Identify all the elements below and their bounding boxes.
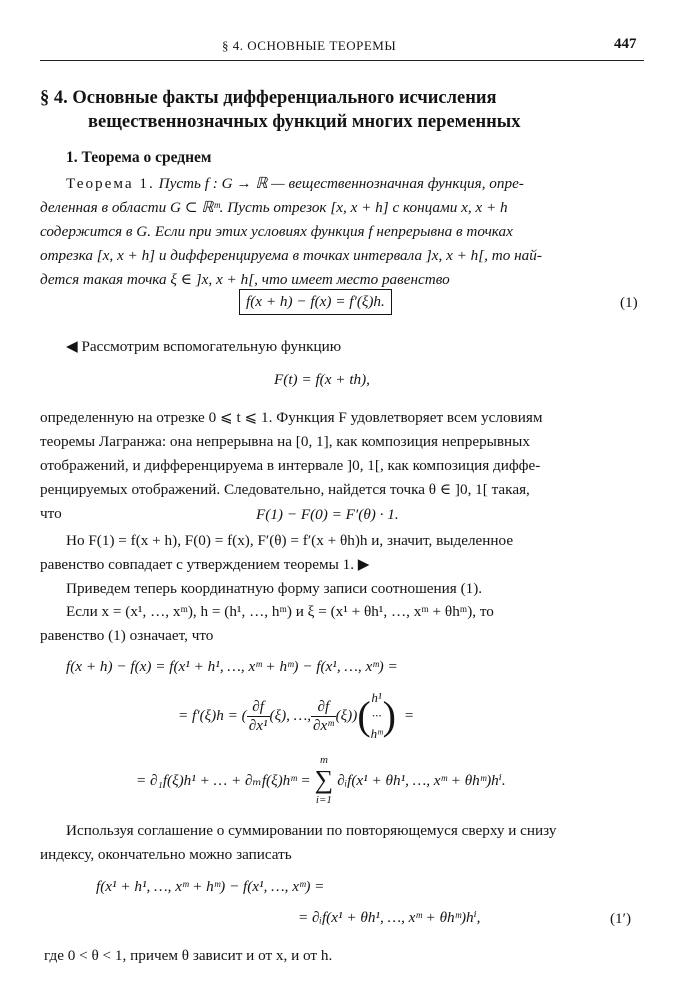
coords-line1: Приведем теперь координатную форму записи соотношения (1).: [66, 580, 483, 597]
vector-bottom: hᵐ: [370, 726, 383, 741]
vector-middle: ···: [371, 708, 382, 723]
proof-intro: ◀ Рассмотрим вспомогательную функцию: [66, 338, 342, 355]
theorem-line2: деленная в области G ⊂ ℝᵐ. Пусть отрезок [x, x + h] с концами x, x + h: [40, 199, 508, 216]
equation-1prime-row1: f(x¹ + h¹, …, xᵐ + hᵐ) − f(x¹, …, xᵐ) =: [96, 878, 325, 895]
partial-denominator-2: ∂xᵐ: [313, 716, 334, 734]
partial-numerator-1: ∂f: [247, 698, 270, 717]
theorem-line4: отрезка [x, x + h] и дифференцируема в точках интервала ]x, x + h[, то най-: [40, 247, 542, 264]
sum-symbol: ∑: [314, 765, 334, 794]
summation-line1: Используя соглашение о суммировании по повторяющемуся сверху и снизу: [66, 822, 557, 839]
proof-line1: определенную на отрезке 0 ⩽ t ⩽ 1. Функция F удовлетворяет всем условиям: [40, 409, 543, 426]
proof-line2: теоремы Лагранжа: она непрерывна на [0, 1], как композиция непрерывных: [40, 433, 530, 450]
vector-top: h¹: [371, 690, 382, 705]
sum-upper-limit: m: [319, 754, 328, 766]
proof-line4: ренцируемых отображений. Следовательно, найдется точка θ ∈ ]0, 1[ такая,: [40, 481, 530, 498]
proof-line3: отображений, и дифференцируема в интервале ]0, 1[, как композиция диффе-: [40, 457, 541, 474]
coords-line2: Если x = (x¹, …, xᵐ), h = (h¹, …, hᵐ) и ξ = (x¹ + θh¹, …, xᵐ + θhᵐ), то: [66, 603, 494, 620]
display-row2: [178, 676, 414, 756]
proof-line6: Но F(1) = f(x + h), F(0) = f(x), F′(θ) = f′(x + θh)h и, значит, выделенное: [66, 532, 514, 549]
equation-1-tag: (1): [620, 294, 638, 311]
proof-line7: равенство совпадает с утверждением теоремы 1. ▶: [40, 556, 370, 573]
display-row3: [136, 752, 506, 808]
row3-tail: ∂ᵢf(x¹ + θh¹, …, xᵐ + θhᵐ)hⁱ.: [337, 771, 506, 789]
left-paren-big: (: [357, 693, 371, 738]
section-title-line1: § 4. Основные факты дифференциального исчисления: [40, 88, 497, 108]
running-title: § 4. ОСНОВНЫЕ ТЕОРЕМЫ: [222, 38, 397, 53]
theorem-line5: дется такая точка ξ ∈ ]x, x + h[, что имеет место равенство: [40, 271, 450, 288]
lagrange-equation: F(1) − F(0) = F′(θ) · 1.: [256, 506, 399, 523]
row3-lead: = ∂₁f(ξ)h¹ + … + ∂ₘf(ξ)hᵐ =: [136, 771, 311, 789]
header-rule: [40, 60, 644, 61]
proof-line5: что: [40, 505, 62, 522]
partial-numerator-2: ∂f: [311, 698, 336, 717]
theorem-line1-text: Пусть f : G → ℝ — вещественнозначная функция, опре-: [158, 175, 524, 192]
section-title-line2: вещественнозначных функций многих переменных: [88, 112, 521, 132]
row2-equals: =: [403, 707, 415, 724]
row2-tail: (ξ)): [335, 707, 358, 724]
summation-sign: [315, 753, 334, 807]
row2-mid: (ξ), …,: [269, 707, 312, 724]
right-paren-big: ): [382, 693, 396, 738]
theorem-label: Теорема 1.: [66, 175, 155, 192]
sum-lower-limit: i=1: [315, 794, 332, 806]
page-number: 447: [614, 36, 637, 52]
theorem-line1: [66, 172, 524, 196]
partial-fraction-1: [247, 698, 270, 735]
coords-line3: равенство (1) означает, что: [40, 627, 214, 644]
aux-function-definition: F(t) = f(x + th),: [274, 371, 370, 388]
equation-1prime-row2: = ∂ᵢf(x¹ + θh¹, …, xᵐ + θhᵐ)hⁱ,: [298, 909, 481, 926]
final-line: где 0 < θ < 1, причем θ зависит и от x, и от h.: [44, 947, 333, 964]
theorem-line3: содержится в G. Если при этих условиях функция f непрерывна в точках: [40, 223, 513, 240]
column-vector-h: [371, 689, 383, 743]
equation-1prime-tag: (1′): [610, 910, 632, 927]
subsection-title: 1. Теорема о среднем: [66, 149, 212, 166]
equation-1-boxed: f(x + h) − f(x) = f′(ξ)h.: [239, 289, 392, 315]
partial-fraction-2: [311, 698, 336, 735]
summation-line2: индексу, окончательно можно записать: [40, 846, 292, 863]
partial-denominator-1: ∂x¹: [248, 716, 268, 734]
row2-lead: = f′(ξ)h = (: [178, 707, 247, 724]
display-row1: f(x + h) − f(x) = f(x¹ + h¹, …, xᵐ + hᵐ) − f(x¹, …, xᵐ) =: [66, 658, 398, 675]
